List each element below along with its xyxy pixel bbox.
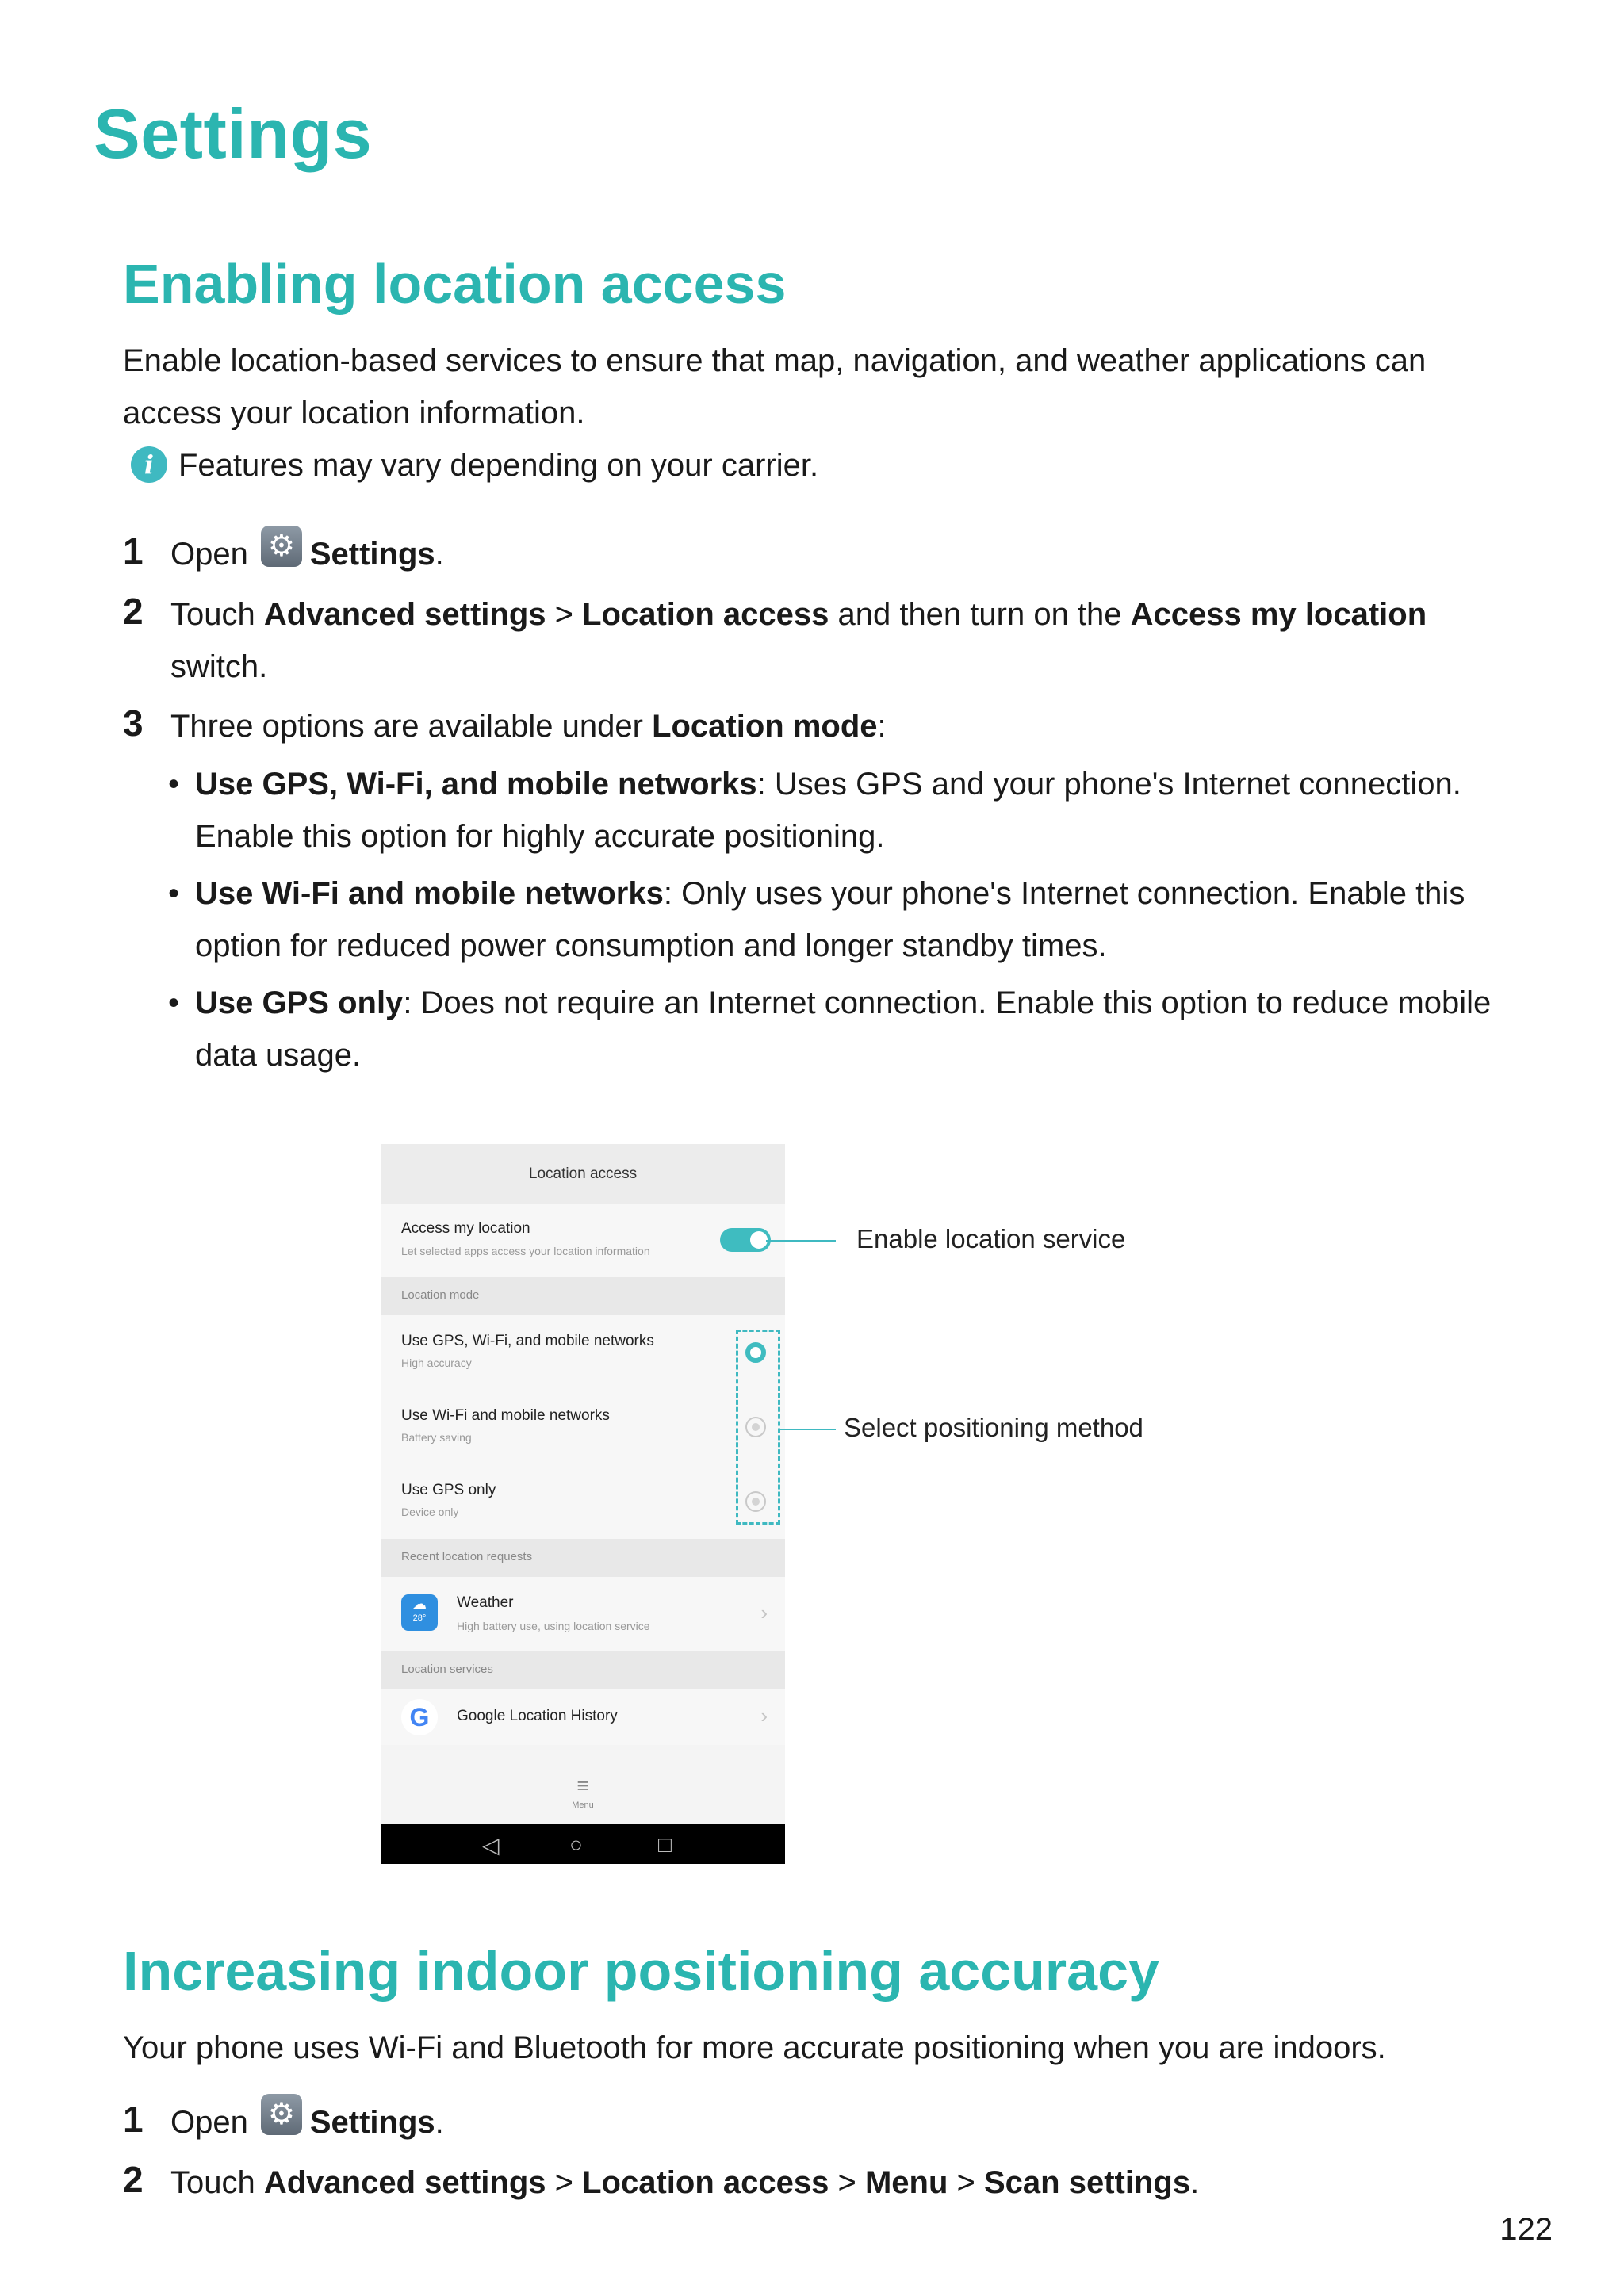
chevron-right-icon: › xyxy=(760,1704,768,1728)
google-label: Google Location History xyxy=(457,1708,618,1724)
menu-icon[interactable]: ≡ xyxy=(576,1774,589,1797)
callout-select-positioning-method: Select positioning method xyxy=(844,1413,1143,1442)
header-text: Location mode xyxy=(401,1288,480,1302)
step-bold: Scan settings xyxy=(983,2165,1191,2200)
step-number: 2 xyxy=(123,591,144,632)
callout-line-select xyxy=(780,1429,836,1430)
step-2-scan-settings xyxy=(123,2156,1519,2209)
step-text: switch. xyxy=(170,649,268,684)
bullet-wifi-mobile xyxy=(168,867,1516,972)
bullet-text: : Does not require an Internet connection. Enable this option to reduce mobile data usage. xyxy=(195,985,1492,1073)
section-title-indoor-accuracy: Increasing indoor positioning accuracy xyxy=(123,1940,1159,2002)
section2-intro: Your phone uses Wi-Fi and Bluetooth for more accurate positioning when you are indoors. xyxy=(123,2030,1386,2065)
step-bold: Settings xyxy=(309,2105,435,2140)
step-text: . xyxy=(1190,2165,1200,2200)
step-text: and then turn on the xyxy=(829,597,1131,632)
mode-wifi-mobile[interactable] xyxy=(381,1390,785,1465)
callout-line-enable xyxy=(766,1240,836,1242)
location-services-header xyxy=(381,1651,785,1689)
back-icon[interactable]: ◁ xyxy=(482,1833,500,1858)
bullet-gps-only xyxy=(168,977,1516,1081)
step-bold: Settings xyxy=(309,537,435,572)
step-text: > xyxy=(948,2165,984,2200)
bullet-dot: • xyxy=(168,876,180,911)
step-text: > xyxy=(829,2165,865,2200)
menu-area xyxy=(381,1745,785,1824)
step-bold: Access my location xyxy=(1130,597,1427,632)
header-text: Location services xyxy=(401,1663,493,1676)
access-toggle[interactable] xyxy=(720,1228,771,1252)
step-text: . xyxy=(435,537,444,572)
step-number: 2 xyxy=(123,2159,144,2200)
settings-gear-icon: ⚙ xyxy=(261,2094,302,2135)
weather-icon: ☁ 28° xyxy=(401,1594,438,1631)
weather-label: Weather xyxy=(457,1594,514,1611)
bullet-text: : Uses GPS and your phone's Internet connection. Enable this option for highly accurate positioning. xyxy=(195,767,1461,854)
bullet-gps-wifi-mobile xyxy=(168,758,1516,863)
mode-sub: High accuracy xyxy=(401,1357,472,1369)
recent-requests-header xyxy=(381,1539,785,1577)
header-text: Recent location requests xyxy=(401,1550,533,1563)
bullet-bold: Use GPS, Wi-Fi, and mobile networks xyxy=(195,767,757,802)
step-3-location-mode xyxy=(123,700,1519,752)
note-text: Features may vary depending on your carrier. xyxy=(178,448,819,483)
callout-enable-location-service: Enable location service xyxy=(856,1224,1126,1253)
info-icon: i xyxy=(131,446,167,483)
recents-icon[interactable]: □ xyxy=(658,1832,672,1857)
page-number: 122 xyxy=(1500,2212,1553,2247)
mode-label: Use GPS, Wi-Fi, and mobile networks xyxy=(401,1333,654,1349)
access-sub: Let selected apps access your location information xyxy=(401,1245,650,1257)
mode-label: Use GPS only xyxy=(401,1482,496,1498)
step-text: . xyxy=(435,2105,444,2140)
access-my-location-row[interactable] xyxy=(381,1204,785,1278)
step-1-open-settings xyxy=(123,528,1519,580)
bullet-dot: • xyxy=(168,767,180,802)
step-number: 1 xyxy=(123,530,144,572)
section1-intro: Enable location-based services to ensure that map, navigation, and weather applications can access your location information. xyxy=(123,343,1427,430)
step-text: Open xyxy=(170,2105,248,2140)
step-text: Three options are available under xyxy=(170,709,653,744)
step-bold: Advanced settings xyxy=(263,2165,546,2200)
mode-label: Use Wi-Fi and mobile networks xyxy=(401,1407,610,1424)
settings-gear-icon: ⚙ xyxy=(261,526,302,567)
step-bold: Menu xyxy=(864,2165,948,2200)
step-bold: Location access xyxy=(582,597,829,632)
home-icon[interactable]: ○ xyxy=(569,1832,583,1857)
carrier-note xyxy=(131,439,818,492)
step-bold: Advanced settings xyxy=(263,597,546,632)
mode-gps-wifi-mobile[interactable] xyxy=(381,1315,785,1391)
phone-title: Location access xyxy=(381,1144,785,1204)
step-text: Touch xyxy=(170,597,264,632)
chevron-right-icon: › xyxy=(760,1601,768,1624)
mode-sub: Device only xyxy=(401,1506,459,1518)
step-text: > xyxy=(546,597,583,632)
nav-bar xyxy=(381,1824,785,1864)
bullet-text: : Only uses your phone's Internet connection. Enable this option for reduced power consumption and longer standby times. xyxy=(195,876,1465,963)
access-label: Access my location xyxy=(401,1220,530,1237)
google-location-history-row[interactable] xyxy=(381,1689,785,1746)
bullet-bold: Use GPS only xyxy=(195,985,404,1020)
step-text: Touch xyxy=(170,2165,264,2200)
step-2-access-location xyxy=(123,588,1519,693)
section-title-location-access: Enabling location access xyxy=(123,253,787,315)
step-text: > xyxy=(546,2165,583,2200)
bullet-bold: Use Wi-Fi and mobile networks xyxy=(195,876,664,911)
menu-label: Menu xyxy=(572,1800,594,1810)
positioning-method-highlight xyxy=(736,1330,780,1525)
bullet-dot: • xyxy=(168,985,180,1020)
google-icon: G xyxy=(401,1699,438,1735)
step-bold: Location mode xyxy=(652,709,878,744)
weather-temp: 28° xyxy=(412,1613,427,1623)
step-number: 1 xyxy=(123,2099,144,2140)
step-number: 3 xyxy=(123,702,144,744)
step-1-open-settings-2 xyxy=(123,2096,1519,2149)
mode-sub: Battery saving xyxy=(401,1431,472,1444)
step-bold: Location access xyxy=(582,2165,829,2200)
chapter-title: Settings xyxy=(94,94,373,173)
step-text: Open xyxy=(170,537,248,572)
mode-gps-only[interactable] xyxy=(381,1464,785,1540)
step-text: : xyxy=(877,709,887,744)
phone-screenshot xyxy=(381,1144,785,1864)
weather-request-row[interactable] xyxy=(381,1577,785,1652)
location-mode-header xyxy=(381,1277,785,1315)
weather-sub: High battery use, using location service xyxy=(457,1620,650,1632)
